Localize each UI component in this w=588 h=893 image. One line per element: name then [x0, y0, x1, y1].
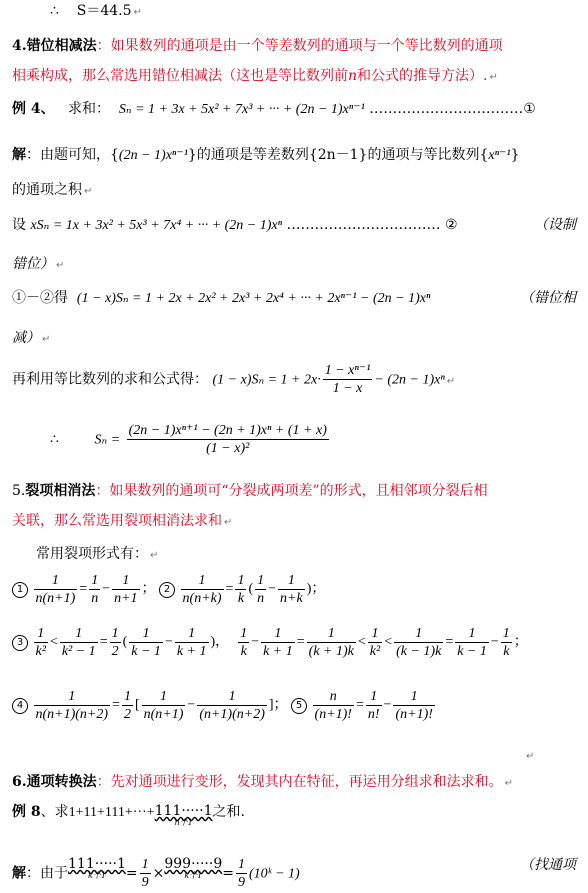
result4-lhs: Sₙ =	[94, 432, 121, 448]
set-step-note-line2	[12, 255, 64, 275]
solution8-line: 解：由于 111·····1 k个1 = $\frac{1}{9}$ × 999·····9 k个1 = $\frac{1}{9}$ (10ᵏ − 1) （找通项	[12, 856, 576, 890]
underbrace-term	[164, 856, 222, 880]
operator: −	[251, 634, 260, 650]
math-term: n	[91, 591, 99, 606]
return-icon: ↵	[526, 751, 535, 762]
math-term: 1	[111, 626, 119, 641]
solution8-ones: 111·····1	[68, 856, 126, 872]
underbrace-term	[68, 856, 126, 880]
math-term: 1	[142, 688, 186, 706]
fraction	[238, 625, 249, 660]
math-term: 1	[278, 572, 305, 590]
solution8-sub: k个1	[87, 871, 106, 880]
fraction	[255, 572, 266, 607]
operator: −	[164, 634, 173, 650]
return-icon: ↵	[446, 375, 456, 387]
example4-line	[12, 100, 536, 119]
fraction	[366, 688, 382, 723]
solution8-label: 解	[12, 865, 26, 882]
fraction	[313, 688, 354, 723]
math-term: 1	[129, 625, 163, 643]
math-term: 1	[307, 625, 356, 643]
math-term: n+1	[114, 591, 138, 606]
return-icon: ↵	[224, 517, 233, 528]
formula-row-4	[12, 688, 437, 723]
math-term: 1	[455, 625, 489, 643]
return-icon: ↵	[56, 260, 65, 271]
math-term: )；	[306, 581, 326, 597]
set-step-note-b: 错位）	[12, 256, 54, 272]
example8-line	[12, 803, 245, 827]
section6-title: 通项转换法	[26, 774, 97, 790]
example8-text2: 之和.	[212, 804, 245, 820]
set-step-mark: ②	[444, 217, 458, 233]
return-icon: ↵	[504, 778, 514, 789]
math-term: k + 1	[176, 644, 207, 659]
solution8-sub2: k个1	[184, 871, 203, 880]
s-result: S＝44.5	[76, 3, 132, 19]
math-term: 1	[237, 857, 245, 872]
example8-text1: 、求	[40, 804, 69, 820]
math-term: 9	[141, 875, 149, 890]
fraction	[501, 625, 512, 660]
section5-number: 5.	[12, 483, 26, 499]
result4-denominator: (1 − x)²	[206, 441, 250, 456]
math-term: 1	[34, 572, 78, 590]
sum-step-pre: 再利用等比数列的求和公式得：	[12, 371, 208, 388]
math-term: 9	[237, 875, 245, 890]
solution8-tail: (10ᵏ − 1)	[248, 866, 300, 882]
math-term: n(n+k)	[182, 591, 222, 606]
operator: =	[225, 581, 234, 597]
section5-desc2: 关联，那么常选用裂项相消法求和	[12, 513, 222, 529]
subtract-step-line	[12, 289, 576, 308]
math-term: k + 1	[263, 644, 293, 659]
section4-title: 错位相减法	[26, 38, 97, 54]
math-term: =	[125, 865, 138, 882]
operator: (	[122, 634, 128, 650]
fraction	[112, 572, 139, 607]
fraction	[34, 688, 111, 723]
sum-step-lhs: (1 − x)Sₙ = 1 + 2x·	[212, 372, 321, 388]
math-term: 1	[237, 573, 245, 588]
solution8-nines: 999·····9	[164, 856, 223, 872]
underbrace-term	[155, 803, 213, 827]
math-term: 1	[394, 625, 443, 643]
math-term: (n+1)!	[395, 707, 433, 722]
fraction	[129, 625, 163, 660]
common-forms-line	[36, 545, 158, 565]
result4-line	[50, 422, 331, 457]
fraction	[278, 572, 305, 607]
solution4-line1	[12, 146, 520, 165]
fraction	[34, 572, 78, 607]
sum-step-line	[12, 362, 455, 397]
fraction	[60, 625, 98, 660]
math-term: n(n+1)	[143, 707, 184, 722]
operator: (	[248, 581, 254, 597]
formula-row-1	[12, 572, 325, 607]
fraction	[34, 625, 48, 660]
math-term: 1	[112, 572, 139, 590]
fraction	[89, 572, 100, 607]
set-step-note: （设制	[534, 217, 576, 233]
math-term: k² − 1	[61, 644, 96, 659]
fraction	[197, 688, 267, 723]
solution4-term1: (2n − 1)xⁿ⁻¹	[118, 148, 188, 163]
return-icon: ↵	[84, 186, 93, 197]
section4-colon: ：	[96, 38, 111, 54]
set-step-line	[12, 216, 576, 235]
mark-1: 1	[12, 582, 28, 598]
solution8-text1: ：由于	[26, 865, 68, 882]
operator: <	[384, 634, 393, 650]
example8-ones: 111·····1	[154, 803, 213, 819]
therefore-symbol: ∴	[50, 3, 59, 19]
subtract-step-pre: ①－②得	[12, 290, 68, 306]
math-term: k − 1	[131, 644, 161, 659]
solution4-term2: xⁿ⁻¹	[488, 148, 511, 163]
return-icon: ↵	[133, 7, 142, 18]
operator: =	[112, 697, 120, 713]
math-term: ；	[513, 634, 528, 650]
math-term: −	[102, 581, 111, 597]
solution8-note: （找通项	[520, 857, 576, 873]
fraction	[110, 625, 121, 660]
section6-desc: 先对通项进行变形，发现其内在特征，再运用分组求和法求和。	[110, 774, 503, 790]
set-step-formula: xSₙ = 1x + 3x² + 5x³ + 7x⁴ + ··· + (2n − 1)xⁿ	[30, 218, 283, 233]
result4-therefore: ∴	[50, 431, 59, 448]
example4-mark: ①	[523, 101, 536, 117]
math-term: (k − 1)k	[396, 644, 442, 659]
example8-formula: 1+11+111+···+	[68, 805, 155, 820]
operator: =	[445, 634, 454, 650]
mark-4: 4	[12, 698, 28, 714]
math-term: 1	[34, 688, 111, 706]
fraction	[140, 856, 151, 891]
math-term: n(n+1)	[35, 591, 76, 606]
math-term: n	[313, 688, 354, 706]
section4-desc3: 和公式的推导方法）.	[357, 68, 488, 84]
math-term: n+k	[280, 591, 303, 606]
mark-5: 5	[291, 698, 307, 714]
section4-n: n	[348, 68, 358, 84]
solution4-text3: }	[510, 147, 520, 163]
operator: <	[357, 634, 366, 650]
section4-number: 4.	[12, 38, 27, 54]
fraction	[261, 625, 295, 660]
math-term: )，	[210, 634, 230, 650]
sum-step-rhs: − (2n − 1)xⁿ	[374, 372, 445, 388]
math-term: ；	[141, 581, 156, 597]
math-term: 1	[91, 573, 99, 588]
example4-dots: ……………………………	[369, 101, 524, 117]
fraction	[181, 572, 224, 607]
section4-desc-line2	[12, 67, 498, 87]
math-term: 1	[141, 857, 149, 872]
section5-heading	[12, 482, 488, 500]
math-term: 1	[368, 625, 382, 643]
solution4-line2	[12, 181, 92, 201]
result4-fraction	[127, 422, 329, 457]
fraction	[236, 856, 247, 891]
common-forms-text: 常用裂项形式有：	[36, 546, 148, 562]
math-term: 1	[261, 625, 295, 643]
math-term: 1	[34, 625, 48, 643]
math-term: =	[79, 581, 88, 597]
math-term: 1	[197, 688, 267, 706]
section4-desc2: 相乘构成，那么常选用错位相减法（这也是等比数列前	[12, 68, 348, 84]
mark-3: 3	[12, 635, 28, 651]
section5-title: 裂项相消法	[25, 483, 96, 499]
solution4-text1: ：由题可知，{	[26, 147, 119, 163]
math-term: 2	[111, 644, 119, 659]
math-term: k	[237, 591, 245, 606]
sum-step-denominator: 1 − x	[332, 381, 363, 396]
math-term: (n+1)(n+2)	[199, 707, 265, 722]
example4-ask: 求和：	[67, 101, 110, 117]
math-term: 1	[240, 626, 248, 641]
solution4-text2: }的通项是等差数列{2n－1}的通项与等比数列{	[187, 147, 489, 163]
math-term: <	[49, 634, 58, 650]
math-term: 2	[123, 707, 131, 722]
fraction	[122, 688, 133, 723]
set-step-pre: 设	[12, 217, 26, 233]
math-term: (k + 1)k	[308, 644, 354, 659]
fraction	[455, 625, 489, 660]
set-step-dots: ……………………………	[286, 217, 441, 233]
fraction	[394, 625, 443, 660]
math-term: n	[257, 591, 265, 606]
math-term: n(n+1)(n+2)	[35, 707, 109, 722]
example8-sub: n个1	[174, 818, 193, 827]
math-term: 1	[366, 688, 382, 706]
math-term: 1	[502, 626, 510, 641]
operator: −	[187, 697, 196, 713]
result4-numerator: (2n − 1)xⁿ⁺¹ − (2n + 1)xⁿ + (1 + x)	[128, 423, 327, 438]
section6-colon: ：	[96, 774, 111, 790]
math-term: 1	[123, 689, 131, 704]
sum-step-numerator: 1 − xⁿ⁻¹	[324, 363, 371, 378]
section6-number: 6.	[12, 774, 27, 790]
fraction	[142, 688, 186, 723]
fraction	[307, 625, 356, 660]
operator: [	[134, 697, 140, 713]
therefore-line	[50, 2, 142, 22]
example8-label: 例 8	[12, 804, 41, 820]
fraction	[368, 625, 382, 660]
math-term: ×	[152, 865, 165, 882]
subtract-step-formula: (1 − x)Sₙ = 1 + 2x + 2x² + 2x³ + 2x⁴ + ··· + 2xⁿ⁻¹ − (2n − 1)xⁿ	[76, 291, 431, 306]
example4-label: 例 4、	[12, 101, 55, 117]
math-term: 1	[60, 625, 98, 643]
return-icon: ↵	[489, 72, 498, 83]
solution4-label: 解	[12, 147, 26, 163]
solution4-text4: 的通项之积	[12, 182, 82, 198]
subtract-step-note-b: 减）	[12, 330, 40, 346]
subtract-step-note: （错位相	[520, 290, 576, 306]
fraction	[235, 572, 246, 607]
blank-return	[524, 746, 534, 766]
return-icon: ↵	[150, 550, 159, 561]
operator: =	[355, 697, 364, 713]
return-icon: ↵	[42, 334, 51, 345]
math-term: k²	[369, 644, 381, 659]
math-term: k²	[35, 644, 46, 659]
section5-colon: ：	[95, 483, 110, 499]
mark-2: 2	[159, 582, 175, 598]
math-term: 1	[181, 572, 224, 590]
example4-formula: Sₙ = 1 + 3x + 5x² + 7x³ + ··· + (2n − 1)xⁿ⁻¹	[118, 102, 365, 117]
section6-heading	[12, 773, 513, 793]
section5-desc1: 如果数列的通项可“分裂成两项差”的形式，且相邻项分裂后相	[109, 483, 488, 499]
section4-heading	[12, 37, 503, 55]
math-term: =	[99, 634, 108, 650]
math-term: 1	[175, 625, 209, 643]
math-term: 1	[393, 688, 434, 706]
math-term: k	[503, 644, 510, 659]
operator: −	[490, 634, 499, 650]
operator: −	[383, 697, 392, 713]
formula-row-3	[12, 625, 528, 660]
math-term: ]；	[268, 697, 288, 713]
section5-desc-line2	[12, 512, 232, 532]
fraction	[393, 688, 434, 723]
math-term: k − 1	[457, 644, 487, 659]
operator: −	[268, 581, 277, 597]
math-term: (n+1)!	[314, 707, 352, 722]
math-term: 1	[257, 573, 265, 588]
operator: =	[296, 634, 305, 650]
math-term: k	[240, 644, 247, 659]
sum-step-fraction	[323, 362, 373, 397]
section4-desc1: 如果数列的通项是由一个等差数列的通项与一个等比数列的通项	[110, 38, 503, 54]
math-term: n!	[367, 707, 380, 722]
fraction	[175, 625, 209, 660]
subtract-step-note-line2	[12, 329, 50, 349]
